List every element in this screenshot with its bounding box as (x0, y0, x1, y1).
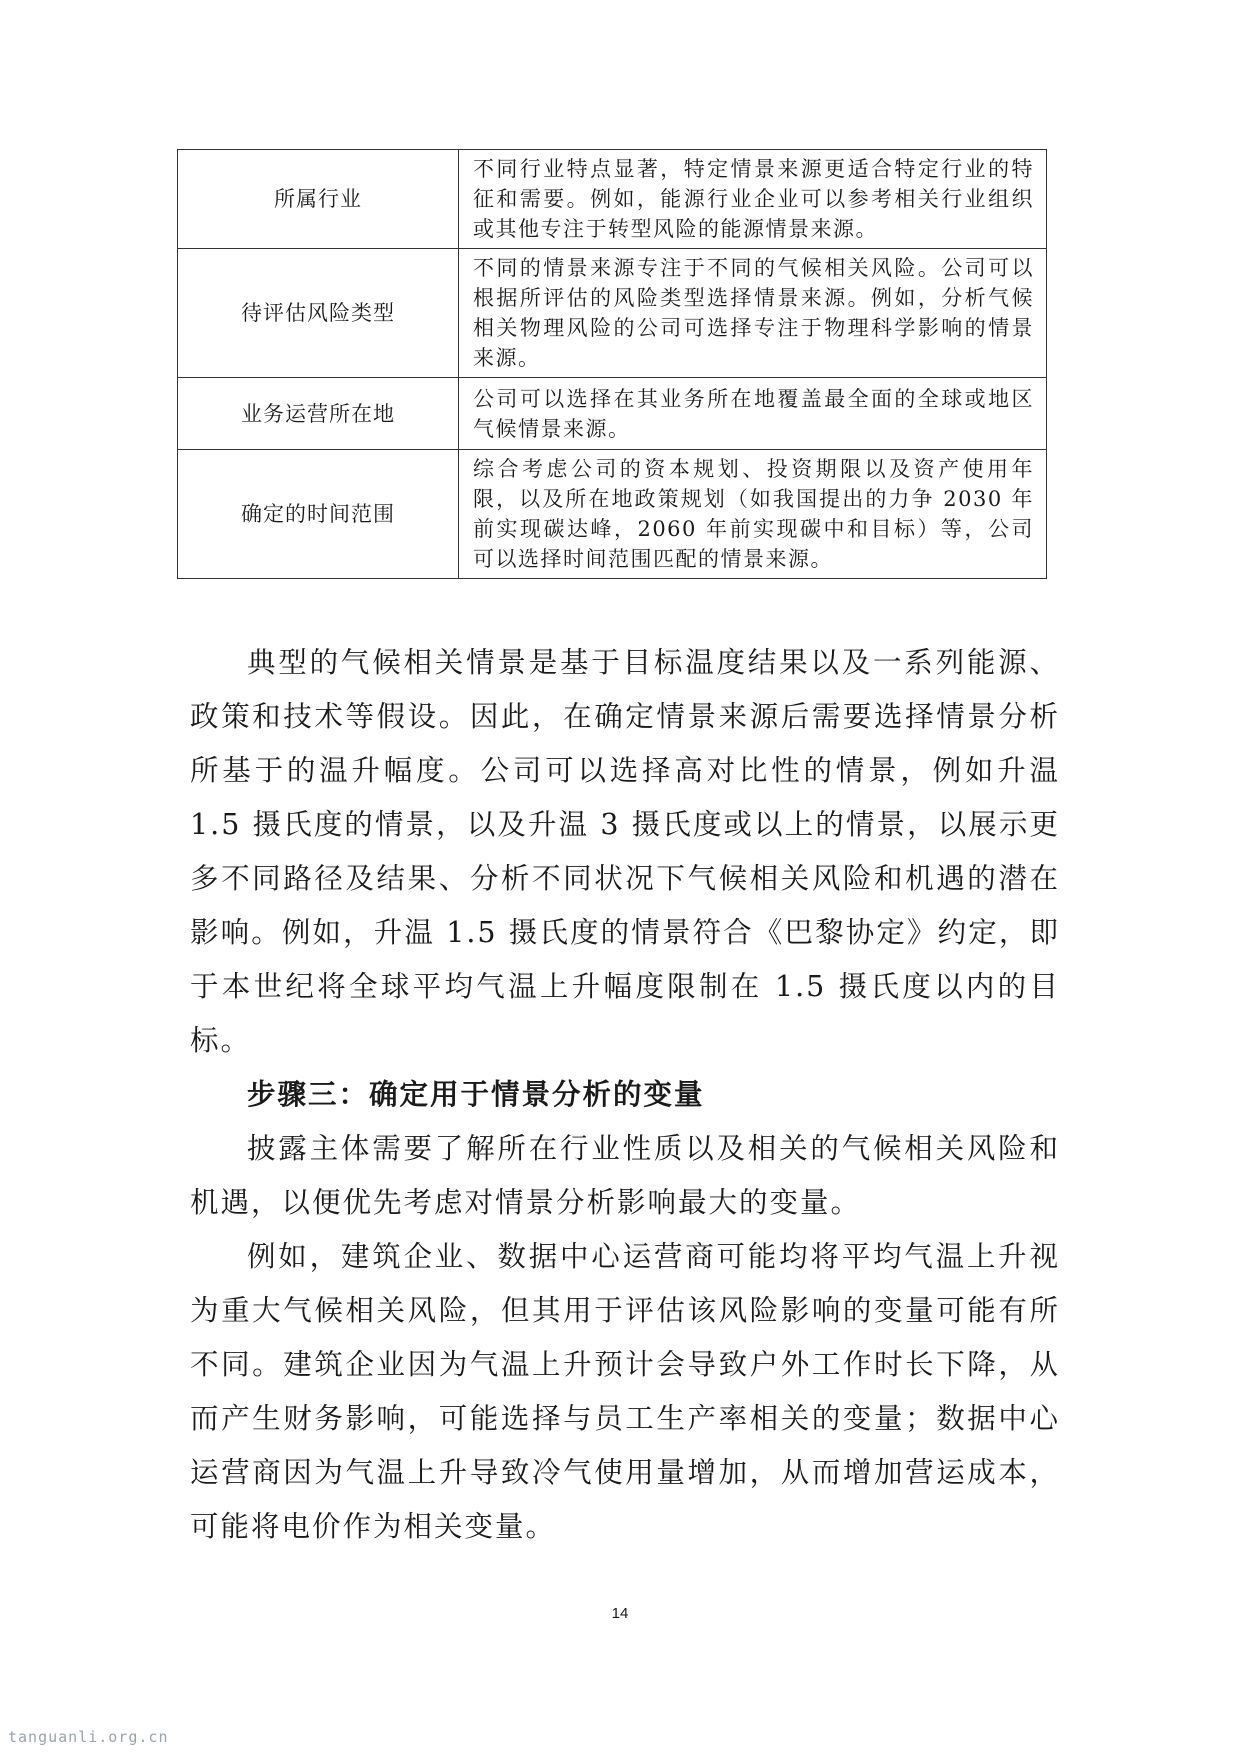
criterion-description: 综合考虑公司的资本规划、投资期限以及资产使用年限，以及所在地政策规划（如我国提出的力争 2030 年前实现碳达峰，2060 年前实现碳中和目标）等，公司可以选择时间范围匹配的情景来源。 (459, 450, 1047, 579)
table-row (178, 378, 1047, 450)
site-watermark: tanguanli.org.cn (8, 1728, 169, 1746)
criterion-label: 待评估风险类型 (178, 249, 459, 378)
page-number: 14 (611, 1605, 629, 1622)
criterion-label: 确定的时间范围 (178, 450, 459, 579)
section-heading-step-three: 步骤三：确定用于情景分析的变量 (247, 1078, 705, 1111)
table-row (178, 150, 1047, 249)
criterion-label: 所属行业 (178, 150, 459, 249)
body-text (190, 636, 1060, 1554)
criterion-description: 公司可以选择在其业务所在地覆盖最全面的全球或地区气候情景来源。 (459, 378, 1047, 450)
paragraph-temperature-scenarios: 典型的气候相关情景是基于目标温度结果以及一系列能源、政策和技术等假设。因此，在确定情景来源后需要选择情景分析所基于的温升幅度。公司可以选择高对比性的情景，例如升温 1.5 摄氏度的情景，以及升温 3 摄氏度或以上的情景，以展示更多不同路径及结果、分析不同状况下气候相关风险和机遇的潜在影响。例如，升温 1.5 摄氏度的情景符合《巴黎协定》约定，即于本世纪将全球平均气温上升幅度限制在 1.5 摄氏度以内的目标。 (190, 646, 1060, 1057)
criterion-label: 业务运营所在地 (178, 378, 459, 450)
criterion-description: 不同的情景来源专注于不同的气候相关风险。公司可以根据所评估的风险类型选择情景来源。例如，分析气候相关物理风险的公司可选择专注于物理科学影响的情景来源。 (459, 249, 1047, 378)
criterion-description: 不同行业特点显著，特定情景来源更适合特定行业的特征和需要。例如，能源行业企业可以参考相关行业组织或其他专注于转型风险的能源情景来源。 (459, 150, 1047, 249)
paragraph-variables-example: 例如，建筑企业、数据中心运营商可能均将平均气温上升视为重大气候相关风险，但其用于评估该风险影响的变量可能有所不同。建筑企业因为气温上升预计会导致户外工作时长下降，从而产生财务影响，可能选择与员工生产率相关的变量；数据中心运营商因为气温上升导致冷气使用量增加，从而增加营运成本，可能将电价作为相关变量。 (190, 1240, 1060, 1543)
table-row (178, 450, 1047, 579)
paragraph-variables-intro: 披露主体需要了解所在行业性质以及相关的气候相关风险和机遇，以便优先考虑对情景分析影响最大的变量。 (190, 1132, 1060, 1219)
table-row (178, 249, 1047, 378)
scenario-source-criteria-table (177, 149, 1047, 579)
